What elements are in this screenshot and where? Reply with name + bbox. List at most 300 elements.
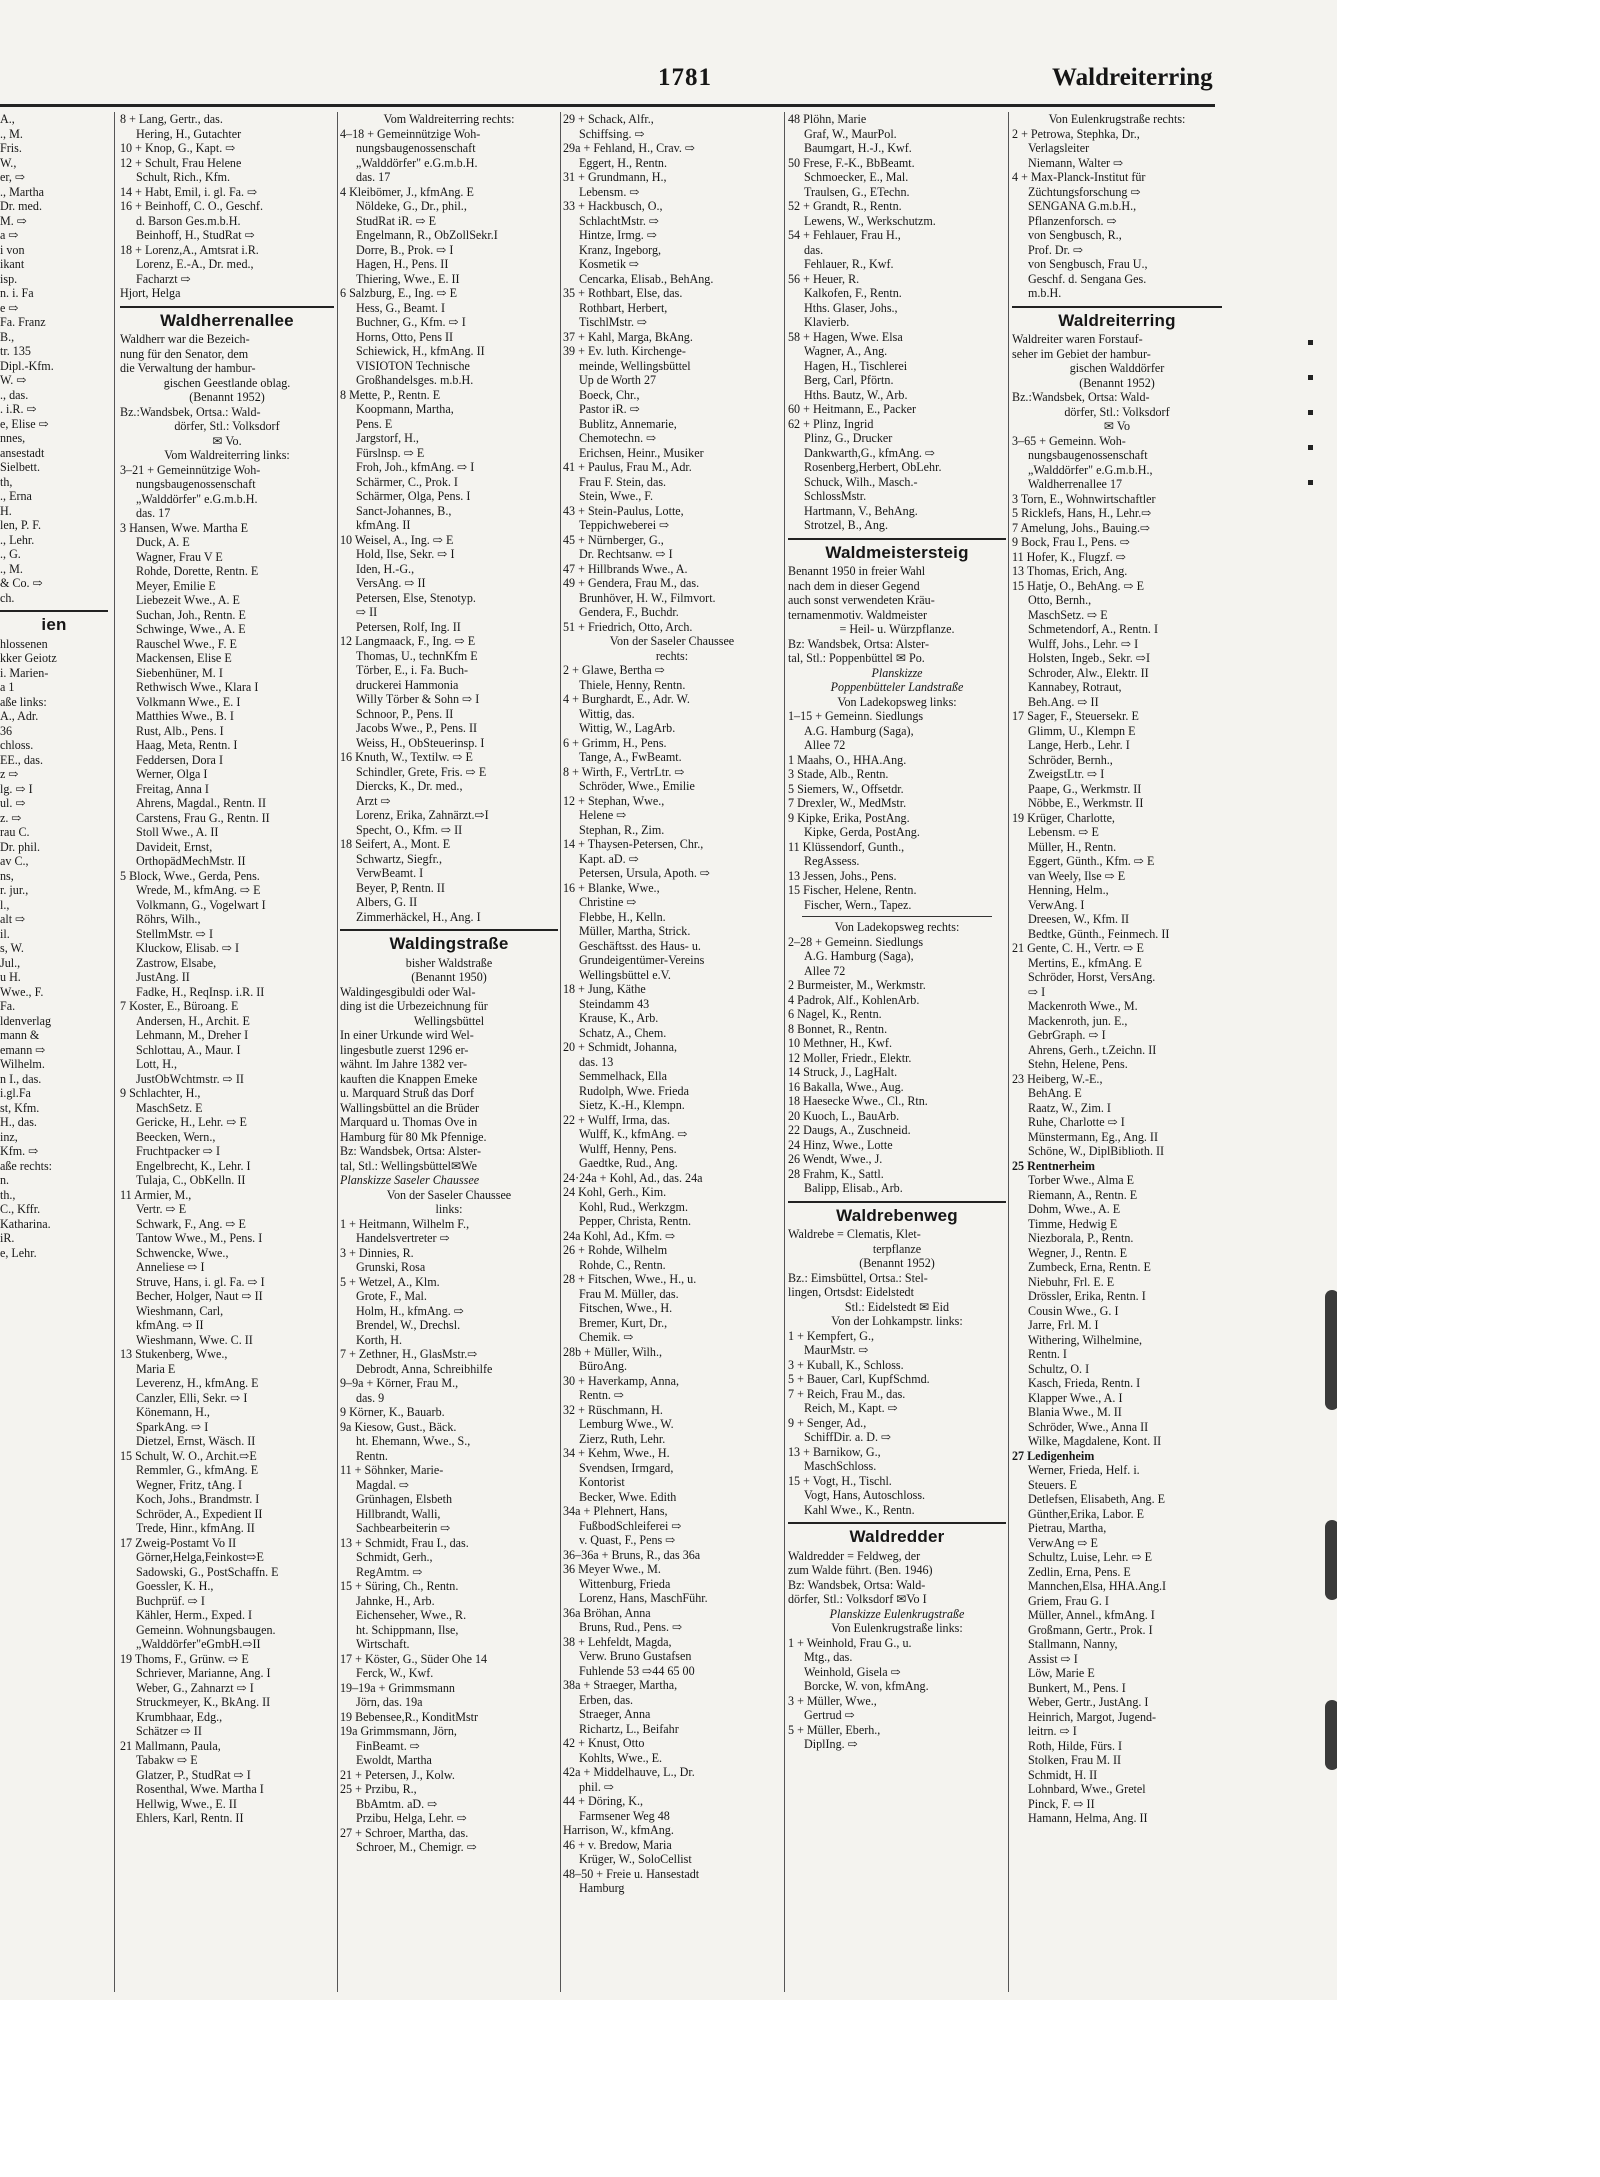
directory-line: Jörn, das. 19a [356, 1695, 423, 1709]
directory-line: 7 + Zethner, H., GlasMstr.⇨ [340, 1347, 478, 1361]
directory-line: ✉ Vo. [212, 433, 242, 448]
directory-line: 54 + Fehlauer, Frau H., [788, 228, 901, 242]
directory-line: alt ⇨ [0, 912, 26, 926]
directory-line: 9 Bock, Frau I., Pens. ⇨ [1012, 535, 1130, 549]
directory-line: Krumbhaar, Edg., [136, 1709, 223, 1724]
directory-line: Schröder, Horst, VersAng. [1028, 970, 1156, 984]
directory-line: Stolken, Frau M. II [1028, 1753, 1122, 1767]
directory-line: kauften die Knappen Emeke [340, 1071, 478, 1086]
directory-line: 19 Bebensee,R., KonditMstr [340, 1709, 479, 1724]
directory-line: Schwencke, Wwe., [136, 1245, 229, 1260]
directory-line: Stein, Wwe., F. [579, 489, 654, 503]
directory-line: Lohnbard, Wwe., Gretel [1028, 1782, 1146, 1796]
directory-line: Waldredder = Feldweg, der [788, 1548, 921, 1563]
directory-line: Hamburg für 80 Mk Pfennige. [340, 1129, 487, 1144]
directory-line: Hamann, Helma, Ang. II [1028, 1811, 1148, 1825]
directory-line: Weber, G., Zahnarzt ⇨ I [136, 1680, 254, 1695]
directory-line: 4 + Max-Planck-Institut für [1012, 170, 1146, 184]
directory-line: 26 Wendt, Wwe., J. [788, 1152, 883, 1166]
directory-line: 8 + Wirth, F., VertrLtr. ⇨ [563, 764, 685, 779]
directory-line: Schröder, A., Expedient II [136, 1506, 263, 1521]
directory-line: nung für den Senator, dem [120, 346, 249, 361]
directory-line: Graf, W., MaurPol. [804, 126, 897, 141]
directory-line: Cencarka, Elisab., BehAng. [579, 271, 714, 286]
directory-line: Von der Saseler Chaussee [386, 1187, 512, 1202]
directory-line: ht. Schippmann, Ilse, [356, 1622, 459, 1637]
directory-line: Mackenroth Wwe., M. [1028, 999, 1138, 1013]
page-number: 1781 [658, 64, 712, 91]
directory-line: nnes, [0, 431, 26, 445]
directory-line: H., das. [0, 1115, 37, 1129]
directory-line: Hagen, H., Tischlerei [804, 358, 908, 373]
directory-line: kker Geiotz [0, 651, 57, 665]
directory-line: Dietzel, Ernst, Wäsch. II [136, 1434, 256, 1448]
directory-line: Rudolph, Wwe. Frieda [579, 1083, 689, 1098]
directory-line: kfmAng. ⇨ II [136, 1318, 204, 1332]
directory-line: 28b + Müller, Wilh., [563, 1344, 663, 1359]
directory-line: 42a + Middelhauve, L., Dr. [563, 1765, 695, 1779]
directory-line: i.gl.Fa [0, 1086, 31, 1100]
directory-line: ⇨ II [356, 605, 378, 619]
directory-line: Wieshmann, Carl, [136, 1303, 224, 1318]
directory-line: Wulff, Johs., Lehr. ⇨ I [1028, 636, 1139, 651]
directory-line: Stehn, Helene, Pens. [1028, 1057, 1128, 1071]
directory-line: Wulff, K., kfmAng. ⇨ [579, 1127, 688, 1141]
directory-line: 37 + Kahl, Marga, BkAng. [563, 329, 693, 344]
directory-line: 35 + Rothbart, Else, das. [563, 286, 683, 300]
directory-line: nach dem in dieser Gegend [788, 578, 920, 593]
directory-line: 60 + Heitmann, E., Packer [788, 402, 917, 416]
directory-line: 4–18 + Gemeinnützige Woh- [340, 126, 481, 141]
directory-line: Pens. E [356, 416, 393, 431]
directory-line: Bz: Wandsbek, Ortsa: Wald- [788, 1577, 926, 1592]
directory-line: Vom Waldreiterring rechts: [383, 112, 515, 126]
directory-line: 13 Thomas, Erich, Ang. [1012, 564, 1128, 578]
directory-line: OrthopädMechMstr. II [136, 854, 246, 868]
column-divider [114, 112, 115, 1992]
directory-line: Müller, Annel., kfmAng. I [1028, 1608, 1155, 1622]
directory-line: Nöldeke, G., Dr., phil., [356, 199, 467, 213]
directory-line: Thiele, Henny, Rentn. [579, 677, 686, 692]
directory-line: Katharina. [0, 1216, 51, 1231]
directory-line: 14 + Thaysen-Petersen, Chr., [563, 837, 704, 851]
column-1 [120, 112, 334, 1990]
directory-line: 47 + Hillbrands Wwe., A. [563, 561, 688, 576]
directory-line: Harrison, W., kfmAng. [563, 1823, 674, 1837]
directory-line: aße links: [0, 694, 47, 709]
directory-line: = Heil- u. Würzpflanze. [839, 622, 955, 636]
directory-line: 17 Zweig-Postamt Vo II [120, 1535, 237, 1550]
directory-line: 13 + Schmidt, Frau I., das. [340, 1535, 469, 1550]
directory-line: Volkmann, G., Vogelwart I [136, 897, 266, 912]
directory-line: z ⇨ [0, 767, 19, 781]
directory-line: Borcke, W. von, kfmAng. [804, 1679, 929, 1693]
directory-line: Niebuhr, Frl. E. E [1028, 1274, 1115, 1289]
directory-line: Vom Waldreiterring links: [164, 448, 290, 462]
directory-line: Buchner, G., Kfm. ⇨ I [356, 315, 466, 329]
directory-line: 46 + v. Bredow, Maria [563, 1837, 672, 1852]
directory-line: Von Ladekopsweg rechts: [834, 920, 960, 934]
directory-line: Kluckow, Elisab. ⇨ I [136, 941, 240, 955]
directory-line: Zimmerhäckel, H., Ang. I [356, 909, 481, 924]
directory-line: Jarre, Frl. M. I [1028, 1318, 1099, 1332]
directory-line: Waldherrenallee 17 [1028, 477, 1123, 491]
directory-line: ⇨ I [1028, 984, 1046, 999]
directory-line: il. [0, 926, 10, 941]
directory-line: Horns, Otto, Pens II [356, 329, 454, 344]
directory-line: Helene ⇨ [579, 808, 627, 822]
directory-line: Maria E [136, 1361, 176, 1376]
directory-line: RegAmtm. ⇨ [356, 1564, 423, 1579]
directory-line: Wellingsbüttel e.V. [579, 967, 671, 982]
directory-line: Bz: Wandsbek, Ortsa: Alster- [788, 636, 929, 651]
directory-line: 36 Meyer Wwe., M. [563, 1562, 661, 1576]
directory-line: 41 + Paulus, Frau M., Adr. [563, 460, 692, 474]
directory-line: Torber Wwe., Alma E [1028, 1173, 1135, 1187]
directory-line: ✉ Vo [1103, 419, 1131, 433]
directory-line: Schlottau, A., Maur. I [136, 1042, 241, 1057]
directory-line: Beyer, P, Rentn. II [356, 880, 445, 895]
directory-line: Flebbe, H., Kelln. [579, 909, 666, 924]
directory-line: 62 + Plinz, Ingrid [788, 416, 874, 431]
directory-line: Mackensen, Elise E [136, 651, 232, 665]
directory-line: Kahl Wwe., K., Rentn. [804, 1502, 915, 1517]
street-heading: Waldredder [788, 1522, 1006, 1549]
directory-line: Przibu, Helga, Lehr. ⇨ [356, 1811, 467, 1825]
directory-line: Hagen, H., Pens. II [356, 257, 449, 271]
directory-line: das. 17 [136, 506, 171, 520]
directory-line: 21 Gente, C. H., Vertr. ⇨ E [1012, 941, 1144, 955]
directory-line: Schröder, Wwe., Anna II [1028, 1419, 1149, 1434]
directory-line: Jahnke, H., Arb. [356, 1593, 435, 1608]
directory-line: Wegner, Fritz, tAng. I [136, 1477, 243, 1492]
directory-line: Gemeinn. Wohnungsbaugen. [136, 1622, 276, 1637]
directory-line: Gendera, F., Buchdr. [579, 605, 679, 619]
directory-line: Sietz, K.-H., Klempn. [579, 1098, 685, 1112]
directory-line: Gaedtke, Rud., Ang. [579, 1156, 678, 1170]
directory-line: Engelbrecht, K., Lehr. I [136, 1158, 251, 1173]
directory-line: Werner, Olga I [136, 767, 208, 781]
directory-line: 50 Frese, F.-K., BbBeamt. [788, 155, 915, 170]
directory-line: Korth, H. [356, 1332, 403, 1347]
directory-line: len, P. F. [0, 518, 42, 532]
directory-line: Rothbart, Herbert, [579, 300, 668, 315]
directory-line: Rentn. I [1028, 1347, 1067, 1361]
directory-line: Fruchtpacker ⇨ I [136, 1144, 221, 1158]
directory-line: Mackenroth, jun. E., [1028, 1013, 1128, 1028]
directory-line: Münstermann, Eg., Ang. II [1028, 1129, 1158, 1144]
directory-line: Schmidt, Gerh., [356, 1550, 433, 1564]
directory-line: i von [0, 242, 25, 257]
directory-line: bisher Waldstraße [405, 955, 493, 970]
directory-line: Schröder, Wwe., Emilie [579, 779, 695, 793]
directory-line: Lorenz, Erika, Zahnärzt.⇨I [356, 808, 489, 822]
directory-line: 2 + Petrowa, Stephka, Dr., [1012, 126, 1140, 141]
directory-line: Fürslnsp. ⇨ E [356, 445, 425, 460]
directory-line: Von Ladekopsweg links: [837, 694, 957, 709]
directory-line: Wilhelm. [0, 1057, 45, 1071]
directory-line: Pflanzenforsch. ⇨ [1028, 213, 1117, 228]
directory-line: Sachbearbeiterin ⇨ [356, 1521, 451, 1535]
directory-line: 52 + Grandt, R., Rentn. [788, 199, 902, 213]
directory-line: das. 9 [356, 1390, 385, 1405]
directory-line: Benannt 1950 in freier Wahl [788, 564, 926, 578]
directory-line: Kfm. ⇨ [0, 1144, 39, 1158]
directory-line: 6 + Grimm, H., Pens. [563, 735, 667, 750]
directory-line: Engelmann, R., ObZollSekr.I [356, 228, 498, 242]
directory-line: Tulaja, C., ObKelln. II [136, 1173, 246, 1187]
directory-line: 44 + Döring, K., [563, 1794, 644, 1808]
directory-line: Blania Wwe., M. II [1028, 1405, 1122, 1419]
directory-line: Jacobs Wwe., P., Pens. II [356, 721, 478, 735]
directory-line: Liebezeit Wwe., A. E [136, 593, 240, 607]
directory-line: Schiffsing. ⇨ [579, 126, 645, 141]
directory-line: Fitschen, Wwe., H. [579, 1301, 673, 1315]
directory-line: die Verwaltung der hambur- [120, 361, 256, 375]
directory-line: 19–19a + Grimmsmann [340, 1680, 455, 1695]
directory-line: Frau F. Stein, das. [579, 474, 667, 489]
directory-line: u H. [0, 970, 21, 984]
directory-line: Assist ⇨ I [1028, 1651, 1078, 1666]
directory-line: Svendsen, Irmgard, [579, 1460, 674, 1475]
directory-line: Von Eulenkrugstraße links: [831, 1621, 963, 1635]
directory-line: Lange, Herb., Lehr. I [1028, 738, 1130, 752]
directory-line: 25 Rentnerheim [1012, 1158, 1095, 1173]
directory-line: Verw. Bruno Gustafsen [579, 1649, 692, 1663]
directory-line: 34 + Kehm, Wwe., H. [563, 1446, 670, 1460]
directory-line: 38 + Lehfeldt, Magda, [563, 1634, 672, 1649]
directory-line: Heinrich, Margot, Jugend- [1028, 1709, 1157, 1724]
directory-line: tr. 135 [0, 344, 31, 358]
directory-line: Koch, Johs., Brandmstr. I [136, 1492, 260, 1506]
directory-line: zum Walde führt. (Ben. 1946) [788, 1563, 933, 1577]
directory-line: MaschSetz. E [136, 1100, 203, 1115]
directory-line: Wallingsbüttel an die Brüder [340, 1100, 480, 1115]
directory-line: wähnt. Im Jahre 1382 ver- [340, 1057, 468, 1071]
directory-line: 6 Salzburg, E., Ing. ⇨ E [340, 286, 458, 300]
directory-line: 12 + Stephan, Wwe., [563, 793, 665, 808]
directory-line: 9 Kipke, Erika, PostAng. [788, 810, 910, 825]
directory-line: Fa. Franz [0, 315, 46, 329]
directory-line: ternamenmotiv. Waldmeister [788, 607, 928, 622]
column-5 [1012, 112, 1222, 1990]
directory-line: 13 + Barnikow, G., [788, 1444, 881, 1459]
directory-line: Petersen, Else, Stenotyp. [356, 590, 476, 605]
directory-line: 21 Mallmann, Paula, [120, 1738, 221, 1753]
directory-line: Görner,Helga,Feinkost⇨E [136, 1550, 264, 1564]
directory-line: Magdal. ⇨ [356, 1477, 410, 1492]
directory-line: phil. ⇨ [579, 1779, 614, 1794]
directory-line: 8 Mette, P., Rentn. E [340, 387, 441, 402]
directory-line: Henning, Helm., [1028, 883, 1109, 897]
column-divider [337, 112, 338, 1992]
directory-line: BüroAng. [579, 1359, 628, 1373]
directory-line: Wittenburg, Frieda [579, 1576, 671, 1591]
directory-line: m.b.H. [1028, 286, 1062, 300]
directory-line: meinde, Wellingsbüttel [579, 358, 691, 373]
directory-line: chloss. [0, 738, 34, 752]
directory-line: Dohm, Wwe., A. E [1028, 1202, 1121, 1216]
directory-line: nungsbaugenossenschaft [356, 141, 476, 155]
directory-line: Stoll Wwe., A. II [136, 825, 219, 839]
directory-line: 17 Sager, F., Steuersekr. E [1012, 709, 1139, 723]
directory-line: 8 + Lang, Gertr., das. [120, 112, 223, 126]
directory-line: Lemburg Wwe., W. [579, 1417, 674, 1431]
directory-line: Schroder, Alw., Elektr. II [1028, 665, 1149, 680]
directory-line: Koopmann, Martha, [356, 402, 454, 416]
directory-line: Wieshmann, Wwe. C. II [136, 1332, 253, 1347]
directory-line: Straeger, Anna [579, 1707, 651, 1721]
directory-line: Lewens, W., Werkschutzm. [804, 213, 936, 228]
directory-line: Wrede, M., kfmAng. ⇨ E [136, 883, 261, 897]
directory-line: Siebenhüner, M. I [136, 665, 223, 680]
directory-line: 36a Bröhan, Anna [563, 1605, 651, 1620]
directory-line: Griem, Frau G. I [1028, 1593, 1109, 1608]
directory-line: Waldrebe = Clematis, Klet- [788, 1227, 921, 1241]
directory-line: 48–50 + Freie u. Hansestadt [563, 1866, 700, 1881]
directory-line: Fa. [0, 999, 16, 1013]
directory-line: 27 Ledigenheim [1012, 1448, 1095, 1463]
directory-line: „Walddörfer" e.G.m.b.H., [1028, 462, 1153, 477]
directory-line: Balipp, Elisab., Arb. [804, 1181, 903, 1195]
directory-line: Röhrs, Wilh., [136, 912, 201, 926]
directory-line: 5 + Müller, Eberh., [788, 1722, 881, 1737]
directory-line: 6 Nagel, K., Rentn. [788, 1007, 882, 1021]
directory-line: 8 Bonnet, R., Rentn. [788, 1021, 888, 1036]
directory-line: (Benannt 1950) [411, 970, 487, 984]
directory-line: VerwAng. I [1028, 897, 1085, 912]
directory-line: ikant [0, 257, 25, 271]
directory-line: a 1 [0, 680, 15, 694]
directory-line: rau C. [0, 825, 30, 839]
directory-line: SchlossMstr. [804, 489, 867, 503]
directory-line: Farmsener Weg 48 [579, 1808, 670, 1823]
directory-line: Von der Lohkampstr. links: [831, 1314, 963, 1328]
column-4 [788, 112, 1006, 1990]
directory-line: Allee 72 [804, 738, 846, 752]
directory-line: FinBeamt. ⇨ [356, 1738, 420, 1753]
directory-line: Bublitz, Annemarie, [579, 416, 677, 431]
directory-line: Richartz, L., Beifahr [579, 1721, 679, 1736]
directory-line: 12 Moller, Friedr., Elektr. [788, 1050, 912, 1065]
directory-line: Becker, Wwe. Edith [579, 1489, 677, 1504]
directory-line: Gertrud ⇨ [804, 1708, 855, 1722]
directory-line: SchlachtMstr. ⇨ [579, 213, 660, 228]
directory-line: 16 + Blanke, Wwe., [563, 880, 660, 895]
directory-line: u. Marquard Struß das Dorf [340, 1086, 475, 1100]
directory-line: 28 + Fitschen, Wwe., H., u. [563, 1272, 697, 1286]
directory-line: 18 + Lorenz,A., Amtsrat i.R. [120, 242, 259, 257]
directory-line: 48 Plöhn, Marie [788, 112, 867, 126]
directory-line: Bz: Wandsbek, Ortsa: Alster- [340, 1144, 481, 1158]
directory-line: JustObWchtmstr. ⇨ II [136, 1071, 244, 1086]
directory-line: 24·24a + Kohl, Ad., das. 24a [563, 1170, 703, 1185]
directory-line: ., Martha [0, 184, 44, 199]
directory-line: Wwe., F. [0, 984, 44, 999]
directory-line: C., Kffr. [0, 1202, 41, 1216]
directory-line: a ⇨ [0, 228, 19, 242]
directory-line: e, Lehr. [0, 1245, 37, 1260]
directory-line: Bz.:Wandsbek, Ortsa.: Wald- [120, 404, 261, 419]
header-rule [0, 104, 1215, 107]
directory-line: Züchtungsforschung ⇨ [1028, 184, 1141, 199]
directory-line: Niemann, Walter ⇨ [1028, 155, 1124, 170]
directory-line: Chemotechn. ⇨ [579, 431, 657, 445]
directory-line: 5 Siemers, W., Offsetdr. [788, 781, 904, 796]
directory-line: Bruns, Rud., Pens. ⇨ [579, 1620, 683, 1634]
column-divider [784, 112, 785, 1992]
directory-line: Fehlauer, R., Kwf. [804, 257, 894, 271]
directory-line: (Benannt 1952) [189, 390, 265, 404]
directory-line: Törber, E., i. Fa. Buch- [356, 663, 469, 677]
directory-line: Schröder, Bernh., [1028, 752, 1113, 767]
directory-line: av C., [0, 854, 29, 868]
directory-line: 24 Kohl, Gerh., Kim. [563, 1185, 667, 1199]
directory-line: 9 Schlachter, H., [120, 1086, 201, 1100]
directory-line: gischen Walddörfer [1069, 361, 1165, 375]
directory-line: Anneliese ⇨ I [136, 1260, 205, 1274]
directory-line: Kapt. aD. ⇨ [579, 851, 639, 866]
directory-line: 51 + Friedrich, Otto, Arch. [563, 619, 693, 634]
directory-line: Dankwarth,G., kfmAng. ⇨ [804, 445, 936, 460]
directory-line: ., M. [0, 126, 23, 141]
directory-line: 11 Armier, M., [120, 1187, 192, 1202]
directory-line: Kohlts, Wwe., E. [579, 1750, 663, 1765]
directory-line: 11 Klüssendorf, Gunth., [788, 839, 905, 854]
directory-line: Schärmer, C., Prok. I [356, 474, 458, 489]
directory-line: Davideit, Ernst, [136, 839, 213, 854]
directory-line: Schwark, F., Ang. ⇨ E [136, 1216, 246, 1231]
directory-line: 3–21 + Gemeinnützige Woh- [120, 462, 261, 477]
directory-line: Jul., [0, 955, 21, 970]
directory-line: Pepper, Christa, Rentn. [579, 1214, 692, 1228]
directory-line: 16 Knuth, W., Textilw. ⇨ E [340, 750, 473, 764]
directory-line: 11 Hofer, K., Flugzf. ⇨ [1012, 549, 1126, 564]
directory-line: Kranz, Ingeborg, [579, 242, 662, 257]
scan-shadow [1325, 1700, 1337, 1770]
column-3 [563, 112, 781, 1990]
directory-line: Weber, Gertr., JustAng. I [1028, 1695, 1149, 1709]
directory-line: von Sengbusch, R., [1028, 228, 1122, 242]
directory-line: Zumbeck, Erna, Rentn. E [1028, 1260, 1151, 1274]
directory-line: Schmoecker, E., Mal. [804, 170, 909, 184]
directory-line: Zastrow, Elsabe, [136, 955, 217, 970]
directory-line: Boeck, Chr., [579, 387, 640, 402]
directory-line: Erichsen, Heinr., Musiker [579, 445, 704, 460]
directory-line: 36–36a + Bruns, R., das 36a [563, 1547, 701, 1562]
directory-line: Steuers. E [1028, 1477, 1078, 1492]
directory-line: Struckmeyer, K., BkAng. II [136, 1695, 271, 1709]
directory-line: Hintze, Irmg. ⇨ [579, 228, 657, 242]
directory-line: Hjort, Helga [120, 286, 181, 300]
directory-line: Ruhe, Charlotte ⇨ I [1028, 1115, 1125, 1129]
directory-line: Schultz, O. I [1028, 1361, 1090, 1376]
directory-line: ht. Ehemann, Wwe., S., [356, 1434, 471, 1448]
directory-line: Wellingsbüttel [413, 1013, 485, 1028]
directory-line: Tabakw ⇨ E [136, 1753, 198, 1767]
directory-line: 7 Koster, E., Büroang. E [120, 999, 239, 1013]
directory-line: Froh, Joh., kfmAng. ⇨ I [356, 460, 475, 474]
directory-line: Hess, G., Beamt. I [356, 300, 446, 315]
directory-line: Niezborala, P., Rentn. [1028, 1231, 1134, 1245]
directory-line: Bedtke, Günth., Feinmech. II [1028, 926, 1170, 941]
directory-line: Handelsvertreter ⇨ [356, 1231, 450, 1245]
directory-line: z. ⇨ [0, 810, 22, 825]
directory-line: 9a Kiesow, Gust., Bäck. [340, 1419, 457, 1434]
directory-line: 23 Heiberg, W.-E., [1012, 1071, 1103, 1086]
directory-line: VISIOTON Technische [356, 358, 470, 373]
directory-line: Brendel, W., Drechsl. [356, 1318, 461, 1332]
